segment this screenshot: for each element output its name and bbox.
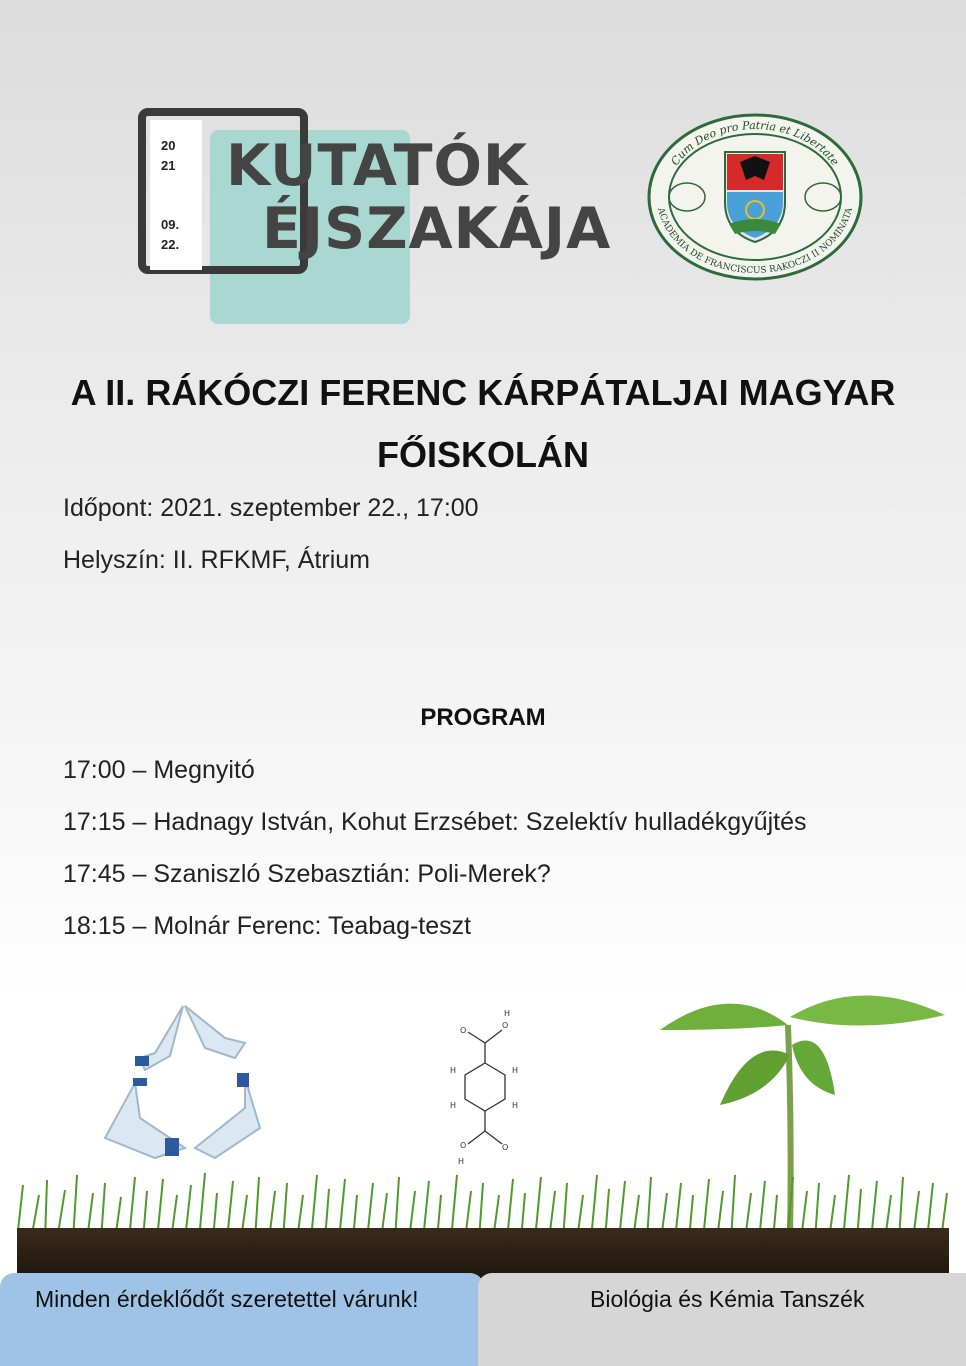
svg-text:H: H	[504, 1009, 511, 1018]
logo-date-year-2: 21	[161, 158, 176, 173]
logo-title-line1: KUTATÓK	[226, 133, 529, 199]
program-item: 17:45 – Szaniszló Szebasztián: Poli-Merek?	[63, 860, 551, 888]
heading-line-1: A II. RÁKÓCZI FERENC KÁRPÁTALJAI MAGYAR	[70, 372, 896, 413]
svg-text:ACADEMIA DE FRANCISCUS RAKOCZI: ACADEMIA DE FRANCISCUS RAKOCZI II NOMINATA	[655, 206, 855, 277]
svg-text:O: O	[460, 1026, 467, 1035]
logo-date-month: 09.	[161, 217, 180, 232]
program-item: 18:15 – Molnár Ferenc: Teabag-teszt	[63, 912, 472, 940]
program-item: 17:00 – Megnyitó	[63, 756, 255, 784]
svg-text:H: H	[512, 1101, 519, 1110]
program-title: PROGRAM	[420, 704, 546, 731]
event-heading	[0, 362, 966, 486]
svg-text:H: H	[450, 1066, 457, 1075]
svg-text:Cum Deo pro Patria et Libertat: Cum Deo pro Patria et Libertate	[668, 118, 842, 168]
event-time: Időpont: 2021. szeptember 22., 17:00	[63, 494, 479, 522]
svg-text:H: H	[458, 1157, 465, 1166]
svg-text:H: H	[450, 1101, 457, 1110]
event-place: Helyszín: II. RFKMF, Átrium	[63, 546, 370, 574]
svg-text:H: H	[512, 1066, 519, 1075]
logo-date-year-1: 20	[161, 138, 176, 153]
logo-date-day: 22.	[161, 237, 180, 252]
footer-invitation: Minden érdeklődőt szeretettel várunk!	[35, 1286, 419, 1312]
heading-line-2: FŐISKOLÁN	[377, 434, 589, 475]
terephthalic-acid-molecule-icon	[440, 1008, 530, 1173]
svg-text:O: O	[502, 1143, 509, 1152]
recycle-bottles-icon	[95, 998, 275, 1173]
college-seal-icon	[645, 112, 865, 282]
svg-text:O: O	[460, 1141, 467, 1150]
svg-text:O: O	[502, 1021, 509, 1030]
footer-department: Biológia és Kémia Tanszék	[590, 1286, 865, 1312]
program-item: 17:15 – Hadnagy István, Kohut Erzsébet: Szelektív hulladékgyűjtés	[63, 808, 807, 836]
logo-title-line2: ÉJSZAKÁJA	[262, 196, 612, 262]
